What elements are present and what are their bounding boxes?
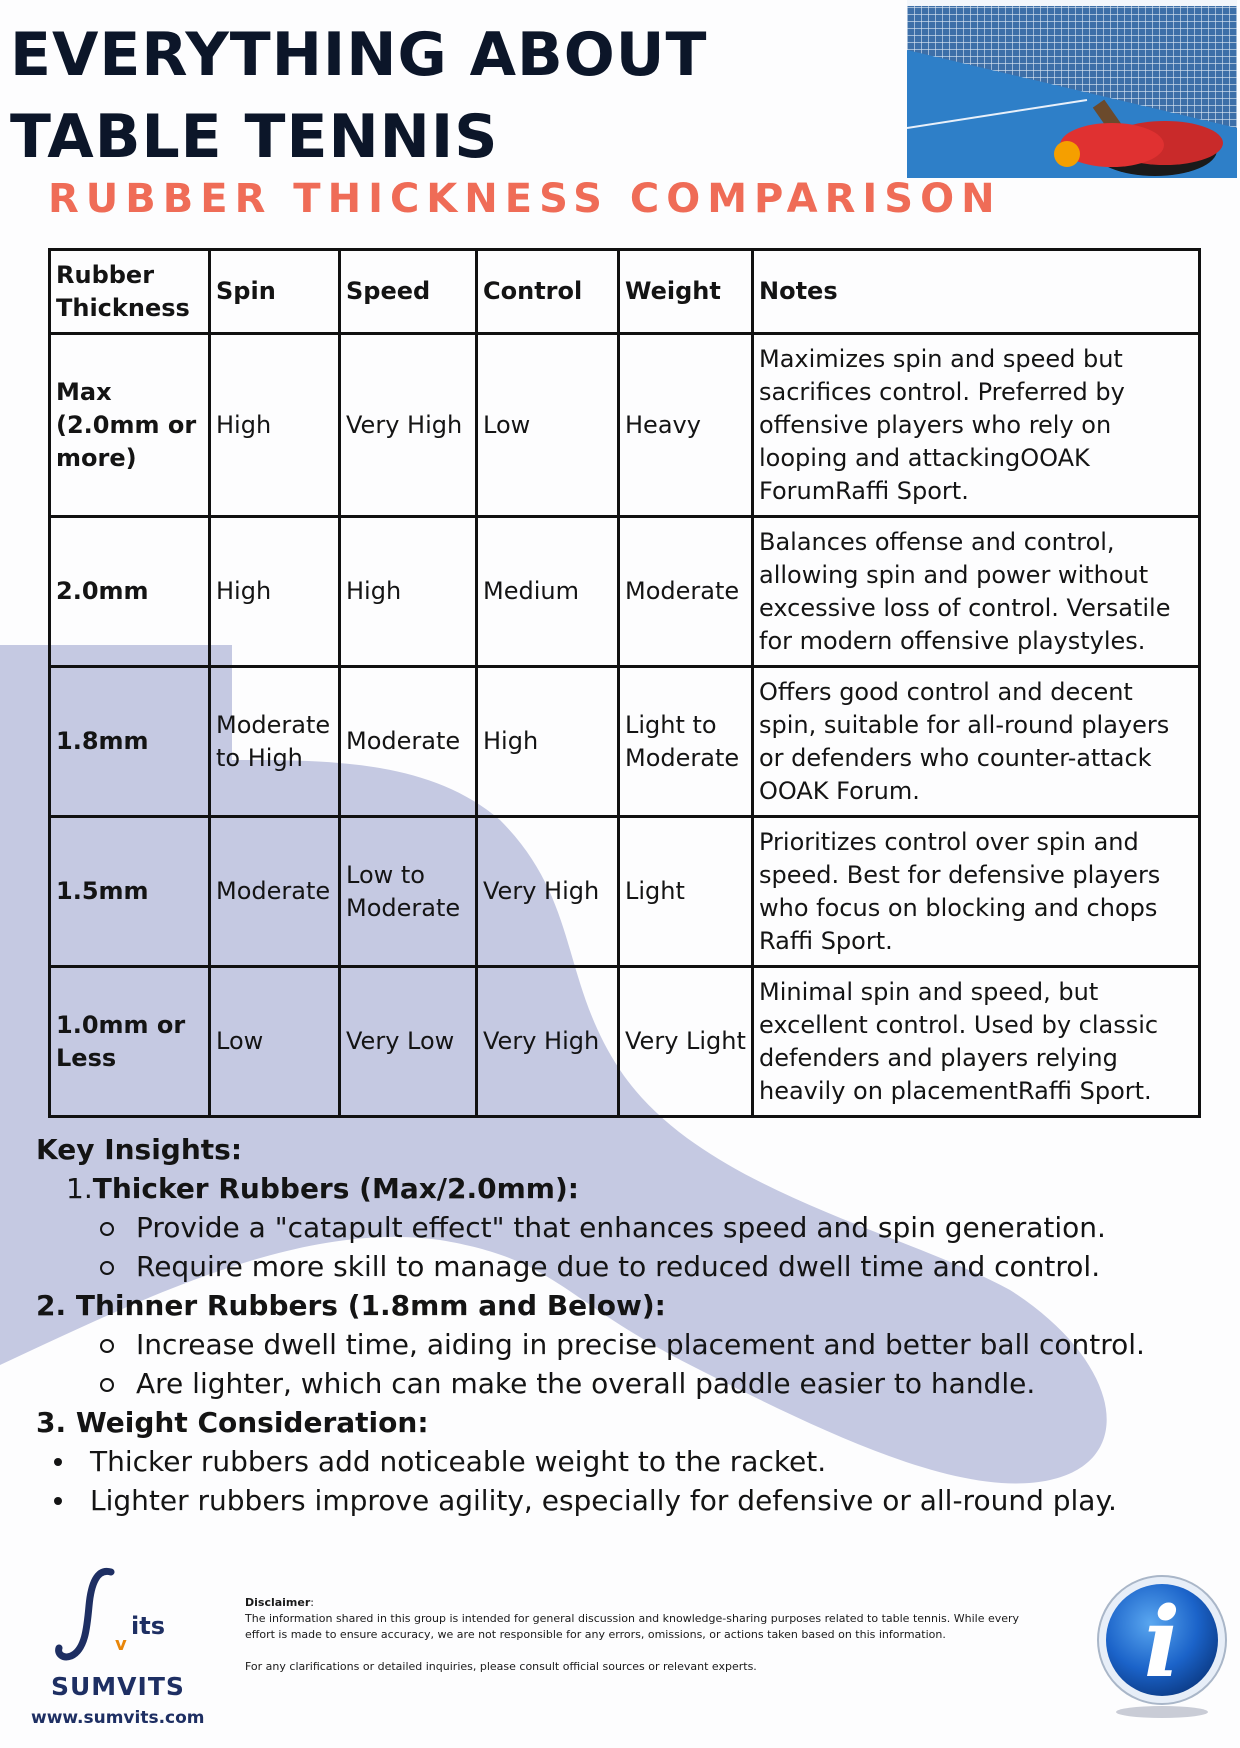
cell-control: Very High [477,817,619,967]
cell-speed: Very High [340,334,477,517]
title-line-1: EVERYTHING ABOUT [10,20,708,90]
insight-group-title: 3. Weight Consideration: [36,1406,429,1439]
cell-thickness: 1.5mm [50,817,210,967]
header-thickness: Rubber Thickness [50,250,210,334]
insight-group-thicker [36,1169,1226,1286]
cell-thickness: 1.0mm or Less [50,967,210,1117]
cell-thickness: 1.8mm [50,667,210,817]
insight-group-title: 2. Thinner Rubbers (1.8mm and Below): [36,1289,666,1322]
info-icon-shadow [1116,1706,1208,1718]
cell-control: Medium [477,517,619,667]
info-icon-letter: i [1143,1586,1181,1699]
disclaimer-label: Disclaimer [245,1596,311,1609]
disclaimer-contact-text: For any clarifications or detailed inquiries, please consult official sources or relevant experts. [245,1660,757,1673]
cell-notes: Minimal spin and speed, but excellent control. Used by classic defenders and players relying heavily on placementRaffi Sport. [753,967,1200,1117]
info-icon [1094,1572,1230,1722]
cell-control: Low [477,334,619,517]
cell-notes: Maximizes spin and speed but sacrifices control. Preferred by offensive players who rely on looping and attackingOOAK ForumRaffi Sport. [753,334,1200,517]
header-control: Control [477,250,619,334]
rubber-thickness-table [48,248,1201,1118]
website-link[interactable]: www.sumvits.com [31,1708,205,1728]
list-item: Increase dwell time, aiding in precise placement and better ball control. [98,1325,1226,1364]
cell-notes: Offers good control and decent spin, suitable for all-round players or defenders who counter-attack OOAK Forum. [753,667,1200,817]
logo-mark-v: v [115,1634,127,1655]
cell-spin: Moderate [210,817,340,967]
insight-sublist [36,1325,1226,1403]
integral-sign [59,1571,111,1657]
cell-thickness: Max (2.0mm or more) [50,334,210,517]
cell-weight: Moderate [619,517,753,667]
table-row [50,817,1200,967]
integral-logo-mark [47,1564,187,1674]
list-item: Lighter rubbers improve agility, especially for defensive or all-round play. [52,1481,1226,1520]
table-row [50,517,1200,667]
cell-speed: Low to Moderate [340,817,477,967]
cell-notes: Prioritizes control over spin and speed. Best for defensive players who focus on blocking and chops Raffi Sport. [753,817,1200,967]
disclaimer-block [245,1595,1035,1675]
cell-weight: Light to Moderate [619,667,753,817]
key-insights-heading: Key Insights: [36,1133,243,1166]
list-item: Require more skill to manage due to reduced dwell time and control. [98,1247,1226,1286]
cell-thickness: 2.0mm [50,517,210,667]
insight-group-number: 1. [66,1172,93,1205]
table-row [50,967,1200,1117]
table-row [50,667,1200,817]
key-insights-section [36,1130,1226,1520]
disclaimer-text: The information shared in this group is intended for general discussion and knowledge-sharing purposes related to table tennis. While every effort is made to ensure accuracy, we are not responsible for any errors, omissions, or actions taken based on this information. [245,1612,1020,1641]
cell-speed: Very Low [340,967,477,1117]
insight-group-label: Thicker Rubbers (Max/2.0mm): [92,1172,579,1205]
cell-weight: Very Light [619,967,753,1117]
section-subtitle: RUBBER THICKNESS COMPARISON [48,176,1002,222]
logo-name: SUMVITS [51,1672,185,1701]
list-item: Provide a "catapult effect" that enhances speed and spin generation. [98,1208,1226,1247]
cell-spin: Low [210,967,340,1117]
list-item: Thicker rubbers add noticeable weight to the racket. [52,1442,1226,1481]
header-speed: Speed [340,250,477,334]
title-line-2: TABLE TENNIS [10,102,499,172]
disclaimer-spacer [245,1643,1035,1659]
insight-sublist [36,1208,1226,1286]
logo-mark-its: its [131,1612,165,1640]
insight-bullet-list [36,1442,1226,1520]
header-notes: Notes [753,250,1200,334]
list-item: Are lighter, which can make the overall paddle easier to handle. [98,1364,1226,1403]
sumvits-logo [12,1564,212,1742]
cell-control: High [477,667,619,817]
cell-speed: High [340,517,477,667]
page-title [10,14,707,178]
cell-speed: Moderate [340,667,477,817]
disclaimer-colon: : [310,1596,314,1609]
insight-group-weight [36,1403,1226,1520]
cell-weight: Heavy [619,334,753,517]
cell-control: Very High [477,967,619,1117]
cell-spin: High [210,334,340,517]
cell-weight: Light [619,817,753,967]
cell-spin: Moderate to High [210,667,340,817]
cell-notes: Balances offense and control, allowing spin and power without excessive loss of control. Versatile for modern offensive playstyles. [753,517,1200,667]
table-row [50,334,1200,517]
disclaimer-label-line [245,1595,1035,1611]
header-weight: Weight [619,250,753,334]
table-tennis-photo [907,0,1237,178]
ping-pong-ball [1054,141,1080,167]
insight-group-thinner [36,1286,1226,1403]
table-header-row [50,250,1200,334]
header-spin: Spin [210,250,340,334]
cell-spin: High [210,517,340,667]
insight-group-title [36,1169,1226,1208]
